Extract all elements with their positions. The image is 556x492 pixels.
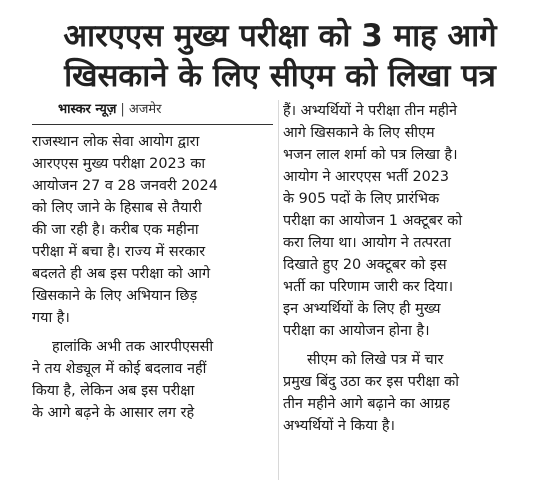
text-line: को लिए जाने के हिसाब से तैयारी xyxy=(32,200,202,216)
text-line: हैं। अभ्यर्थियों ने परीक्षा तीन महीने xyxy=(283,103,457,119)
text-line: प्रमुख बिंदु उठा कर इस परीक्षा को xyxy=(283,374,459,390)
column-divider xyxy=(278,100,279,480)
left-paragraph-2 xyxy=(32,336,273,424)
byline-rule xyxy=(32,124,273,125)
text-line: राजस्थान लोक सेवा आयोग द्वारा xyxy=(32,134,200,150)
text-line: की जा रही है। करीब एक महीना xyxy=(32,222,199,238)
text-line: भजन लाल शर्मा को पत्र लिखा है। xyxy=(283,147,458,163)
left-column xyxy=(32,100,273,424)
text-line: भर्ती का परिणाम जारी कर दिया। xyxy=(283,279,454,295)
text-line: किया है, लेकिन अब इस परीक्षा xyxy=(32,383,195,399)
left-paragraph-1 xyxy=(32,131,273,329)
text-line: परीक्षा का आयोजन 1 अक्टूबर को xyxy=(283,213,463,229)
text-line: हालांकि अभी तक आरपीएससी xyxy=(52,339,214,355)
byline xyxy=(58,100,273,120)
right-column xyxy=(283,100,526,437)
text-line: सीएम को लिखे पत्र में चार xyxy=(307,352,444,368)
text-line: आरएएस मुख्य परीक्षा 2023 का xyxy=(32,156,206,172)
byline-place: अजमेर xyxy=(128,102,162,117)
headline xyxy=(20,16,540,96)
right-paragraph-2 xyxy=(283,349,526,437)
byline-agency: भास्कर न्यूज़ xyxy=(58,102,117,117)
text-line: इन अभ्यर्थियों के लिए ही मुख्य xyxy=(283,301,441,317)
text-line: तीन महीने आगे बढ़ाने का आग्रह xyxy=(283,396,450,412)
text-line: करा लिया था। आयोग ने तत्परता xyxy=(283,235,451,251)
text-line: के 905 पदों के लिए प्रारंभिक xyxy=(283,191,440,207)
text-line: परीक्षा में बचा है। राज्य में सरकार xyxy=(32,244,206,260)
headline-line-2: खिसकाने के लिए सीएम को लिखा पत्र xyxy=(64,58,496,94)
right-paragraph-1 xyxy=(283,100,526,342)
text-line: आयोग ने आरएएस भर्ती 2023 xyxy=(283,169,450,185)
text-line: अभ्यर्थियों ने किया है। xyxy=(283,418,395,434)
text-line: आयोजन 27 व 28 जनवरी 2024 xyxy=(32,178,218,194)
text-line: परीक्षा का आयोजन होना है। xyxy=(283,323,430,339)
byline-separator: | xyxy=(120,102,125,117)
text-line: ने तय शेड्यूल में कोई बदलाव नहीं xyxy=(32,361,207,377)
text-line: दिखाते हुए 20 अक्टूबर को इस xyxy=(283,257,447,273)
text-line: आगे खिसकाने के लिए सीएम xyxy=(283,125,435,141)
text-line: खिसकाने के लिए अभियान छिड़ xyxy=(32,288,198,304)
text-line: बदलते ही अब इस परीक्षा को आगे xyxy=(32,266,211,282)
headline-line-1: आरएएस मुख्य परीक्षा को 3 माह आगे xyxy=(63,18,497,54)
text-line: गया है। xyxy=(32,310,70,326)
text-line: के आगे बढ़ने के आसार लग रहे xyxy=(32,405,195,421)
